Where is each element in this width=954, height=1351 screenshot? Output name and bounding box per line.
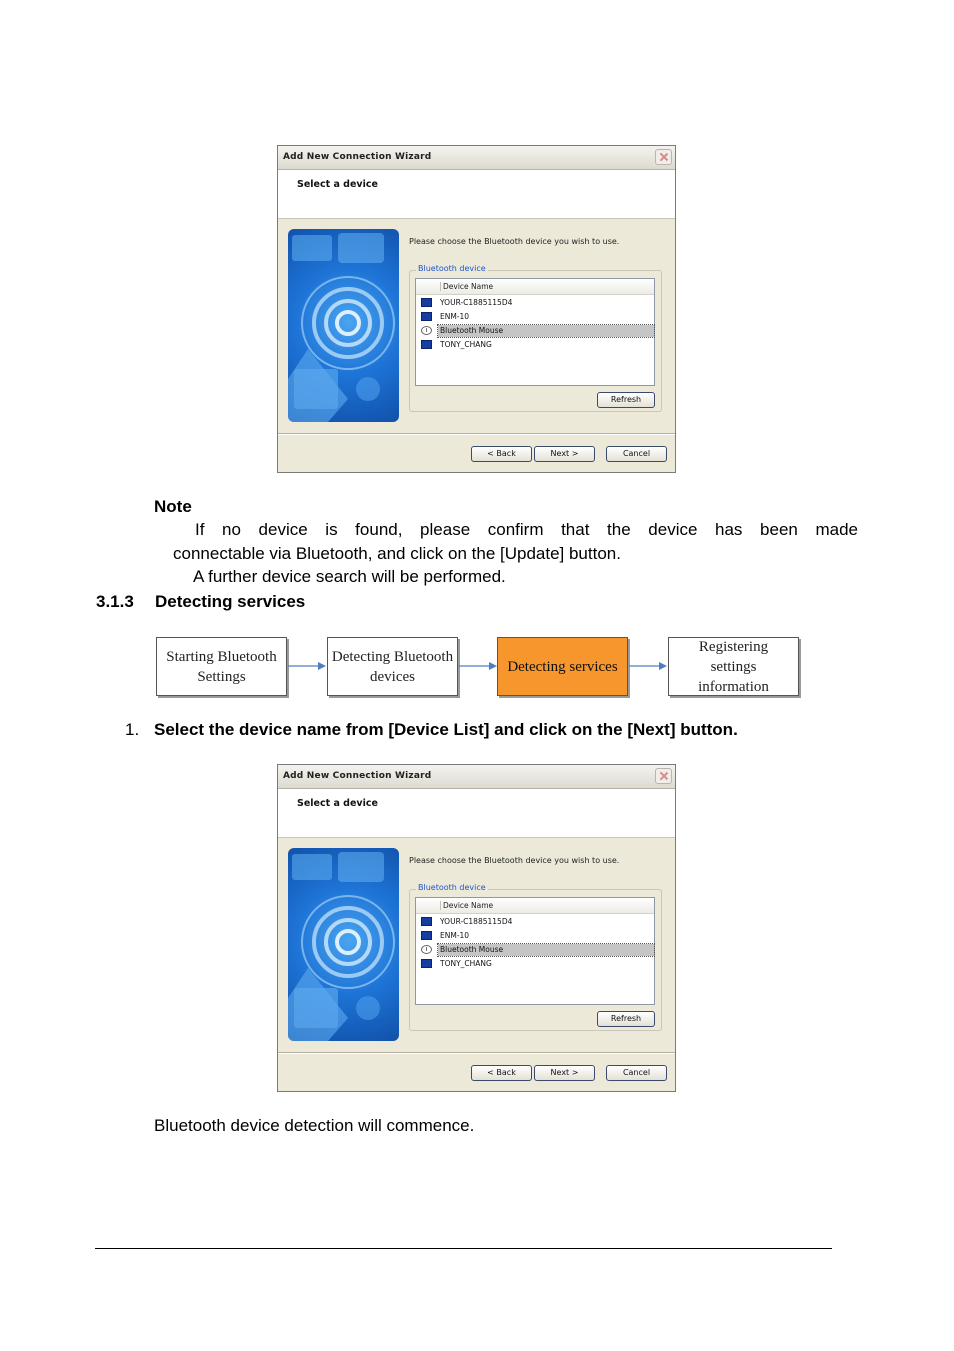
wizard-window-1 bbox=[277, 145, 676, 473]
bluetooth-illustration bbox=[288, 229, 399, 422]
flow-step-2: Detecting Bluetooth devices bbox=[327, 637, 458, 696]
list-item[interactable] bbox=[420, 930, 654, 943]
refresh-button[interactable]: Refresh bbox=[597, 392, 655, 408]
list-item[interactable] bbox=[420, 311, 654, 324]
note-line-3: A further device search will be performed. bbox=[193, 567, 506, 586]
device-name: YOUR-C1885115D4 bbox=[440, 917, 513, 926]
next-button[interactable]: Next > bbox=[534, 1065, 595, 1081]
computer-icon bbox=[421, 298, 432, 307]
device-list[interactable] bbox=[415, 897, 655, 1005]
wizard-heading: Select a device bbox=[297, 798, 378, 809]
bluetooth-device-group bbox=[409, 264, 662, 412]
closing-text: Bluetooth device detection will commence. bbox=[154, 1116, 475, 1135]
mouse-icon bbox=[421, 945, 432, 954]
bluetooth-device-group bbox=[409, 883, 662, 1031]
note-line-1: If no device is found, please confirm that the device has been made bbox=[195, 520, 858, 539]
flow-step-4: Registering settings information bbox=[668, 637, 799, 696]
close-icon[interactable] bbox=[655, 768, 672, 784]
note-title: Note bbox=[154, 497, 192, 516]
refresh-button[interactable]: Refresh bbox=[597, 1011, 655, 1027]
computer-icon bbox=[421, 931, 432, 940]
group-label: Bluetooth device bbox=[418, 883, 486, 892]
list-item[interactable] bbox=[420, 297, 654, 310]
device-name: TONY_CHANG bbox=[440, 340, 492, 349]
section-title: Detecting services bbox=[155, 592, 306, 611]
mouse-icon bbox=[421, 326, 432, 335]
step-number: 1. bbox=[125, 720, 140, 739]
device-name: ENM-10 bbox=[440, 312, 470, 321]
computer-icon bbox=[421, 959, 432, 968]
device-list[interactable] bbox=[415, 278, 655, 386]
close-icon[interactable] bbox=[655, 149, 672, 165]
device-name: ENM-10 bbox=[440, 931, 470, 940]
column-header[interactable] bbox=[416, 279, 654, 295]
computer-icon bbox=[421, 312, 432, 321]
list-item[interactable] bbox=[420, 339, 654, 352]
arrow-right-icon bbox=[288, 660, 326, 672]
cancel-button[interactable]: Cancel bbox=[606, 1065, 667, 1081]
back-button[interactable]: < Back bbox=[471, 446, 532, 462]
wizard-header bbox=[278, 170, 675, 219]
group-label: Bluetooth device bbox=[418, 264, 486, 273]
wizard-titlebar bbox=[278, 765, 675, 789]
computer-icon bbox=[421, 917, 432, 926]
list-item[interactable] bbox=[420, 325, 654, 338]
step-instruction: Select the device name from [Device List] and click on the [Next] button. bbox=[154, 720, 738, 739]
wizard-header bbox=[278, 789, 675, 838]
flow-step-1: Starting Bluetooth Settings bbox=[156, 637, 287, 696]
wizard-titlebar bbox=[278, 146, 675, 170]
device-name: Bluetooth Mouse bbox=[438, 325, 654, 337]
column-header-label: Device Name bbox=[440, 901, 493, 910]
wizard-window-2 bbox=[277, 764, 676, 1092]
next-button[interactable]: Next > bbox=[534, 446, 595, 462]
bluetooth-illustration bbox=[288, 848, 399, 1041]
list-item[interactable] bbox=[420, 958, 654, 971]
wizard-intro-text: Please choose the Bluetooth device you wish to use. bbox=[409, 237, 620, 246]
footer-divider bbox=[278, 1052, 675, 1053]
flow-step-3: Detecting services bbox=[497, 637, 628, 696]
footer-rule bbox=[95, 1248, 832, 1249]
computer-icon bbox=[421, 340, 432, 349]
wizard-heading: Select a device bbox=[297, 179, 378, 190]
column-header-label: Device Name bbox=[440, 282, 493, 291]
device-name: TONY_CHANG bbox=[440, 959, 492, 968]
device-name: Bluetooth Mouse bbox=[438, 944, 654, 956]
section-number: 3.1.3 bbox=[96, 592, 134, 611]
footer-divider bbox=[278, 433, 675, 434]
column-header[interactable] bbox=[416, 898, 654, 914]
arrow-right-icon bbox=[629, 660, 667, 672]
list-item[interactable] bbox=[420, 944, 654, 957]
list-item[interactable] bbox=[420, 916, 654, 929]
arrow-right-icon bbox=[459, 660, 497, 672]
note-line-2: connectable via Bluetooth, and click on the [Update] button. bbox=[173, 544, 621, 563]
wizard-title: Add New Connection Wizard bbox=[283, 152, 432, 162]
wizard-title: Add New Connection Wizard bbox=[283, 771, 432, 781]
cancel-button[interactable]: Cancel bbox=[606, 446, 667, 462]
wizard-intro-text: Please choose the Bluetooth device you wish to use. bbox=[409, 856, 620, 865]
device-name: YOUR-C1885115D4 bbox=[440, 298, 513, 307]
back-button[interactable]: < Back bbox=[471, 1065, 532, 1081]
